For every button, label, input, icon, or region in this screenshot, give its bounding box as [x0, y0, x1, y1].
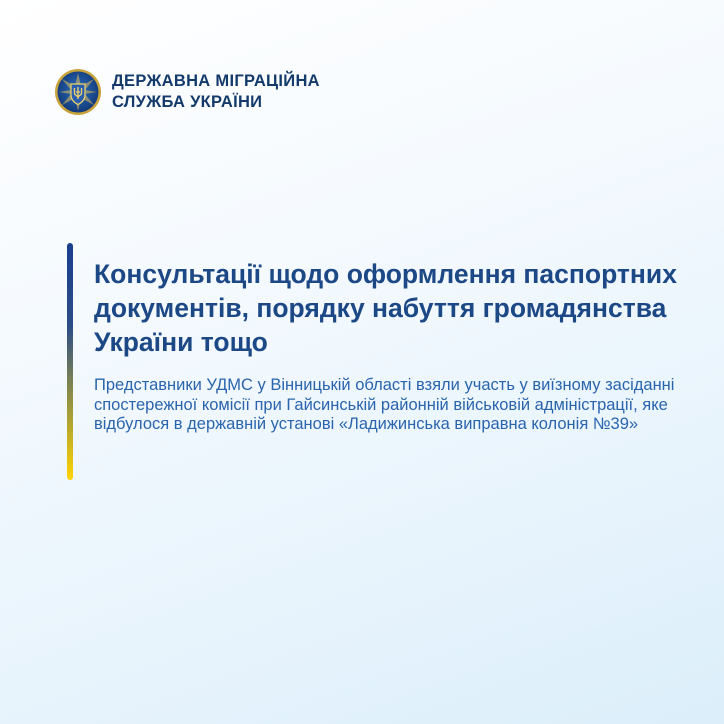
dms-emblem-icon	[54, 68, 102, 116]
organization-name-line2: СЛУЖБА УКРАЇНИ	[112, 93, 263, 111]
header	[54, 68, 320, 116]
body-text: Представники УДМС у Вінницькій області взяли участь у виїзному засіданні спостережної комісії при Гайсинській районній військовій адміністрації, яке відбулося в державній установі «Ладижинська виправна колонія №39»	[94, 376, 675, 433]
accent-bar	[67, 243, 73, 480]
organization-name-line1: ДЕРЖАВНА МІГРАЦІЙНА	[112, 72, 320, 90]
headline: Консультації щодо оформлення паспортних документів, порядку набуття громадянства України тощо	[94, 259, 677, 357]
organization-name	[112, 71, 320, 113]
